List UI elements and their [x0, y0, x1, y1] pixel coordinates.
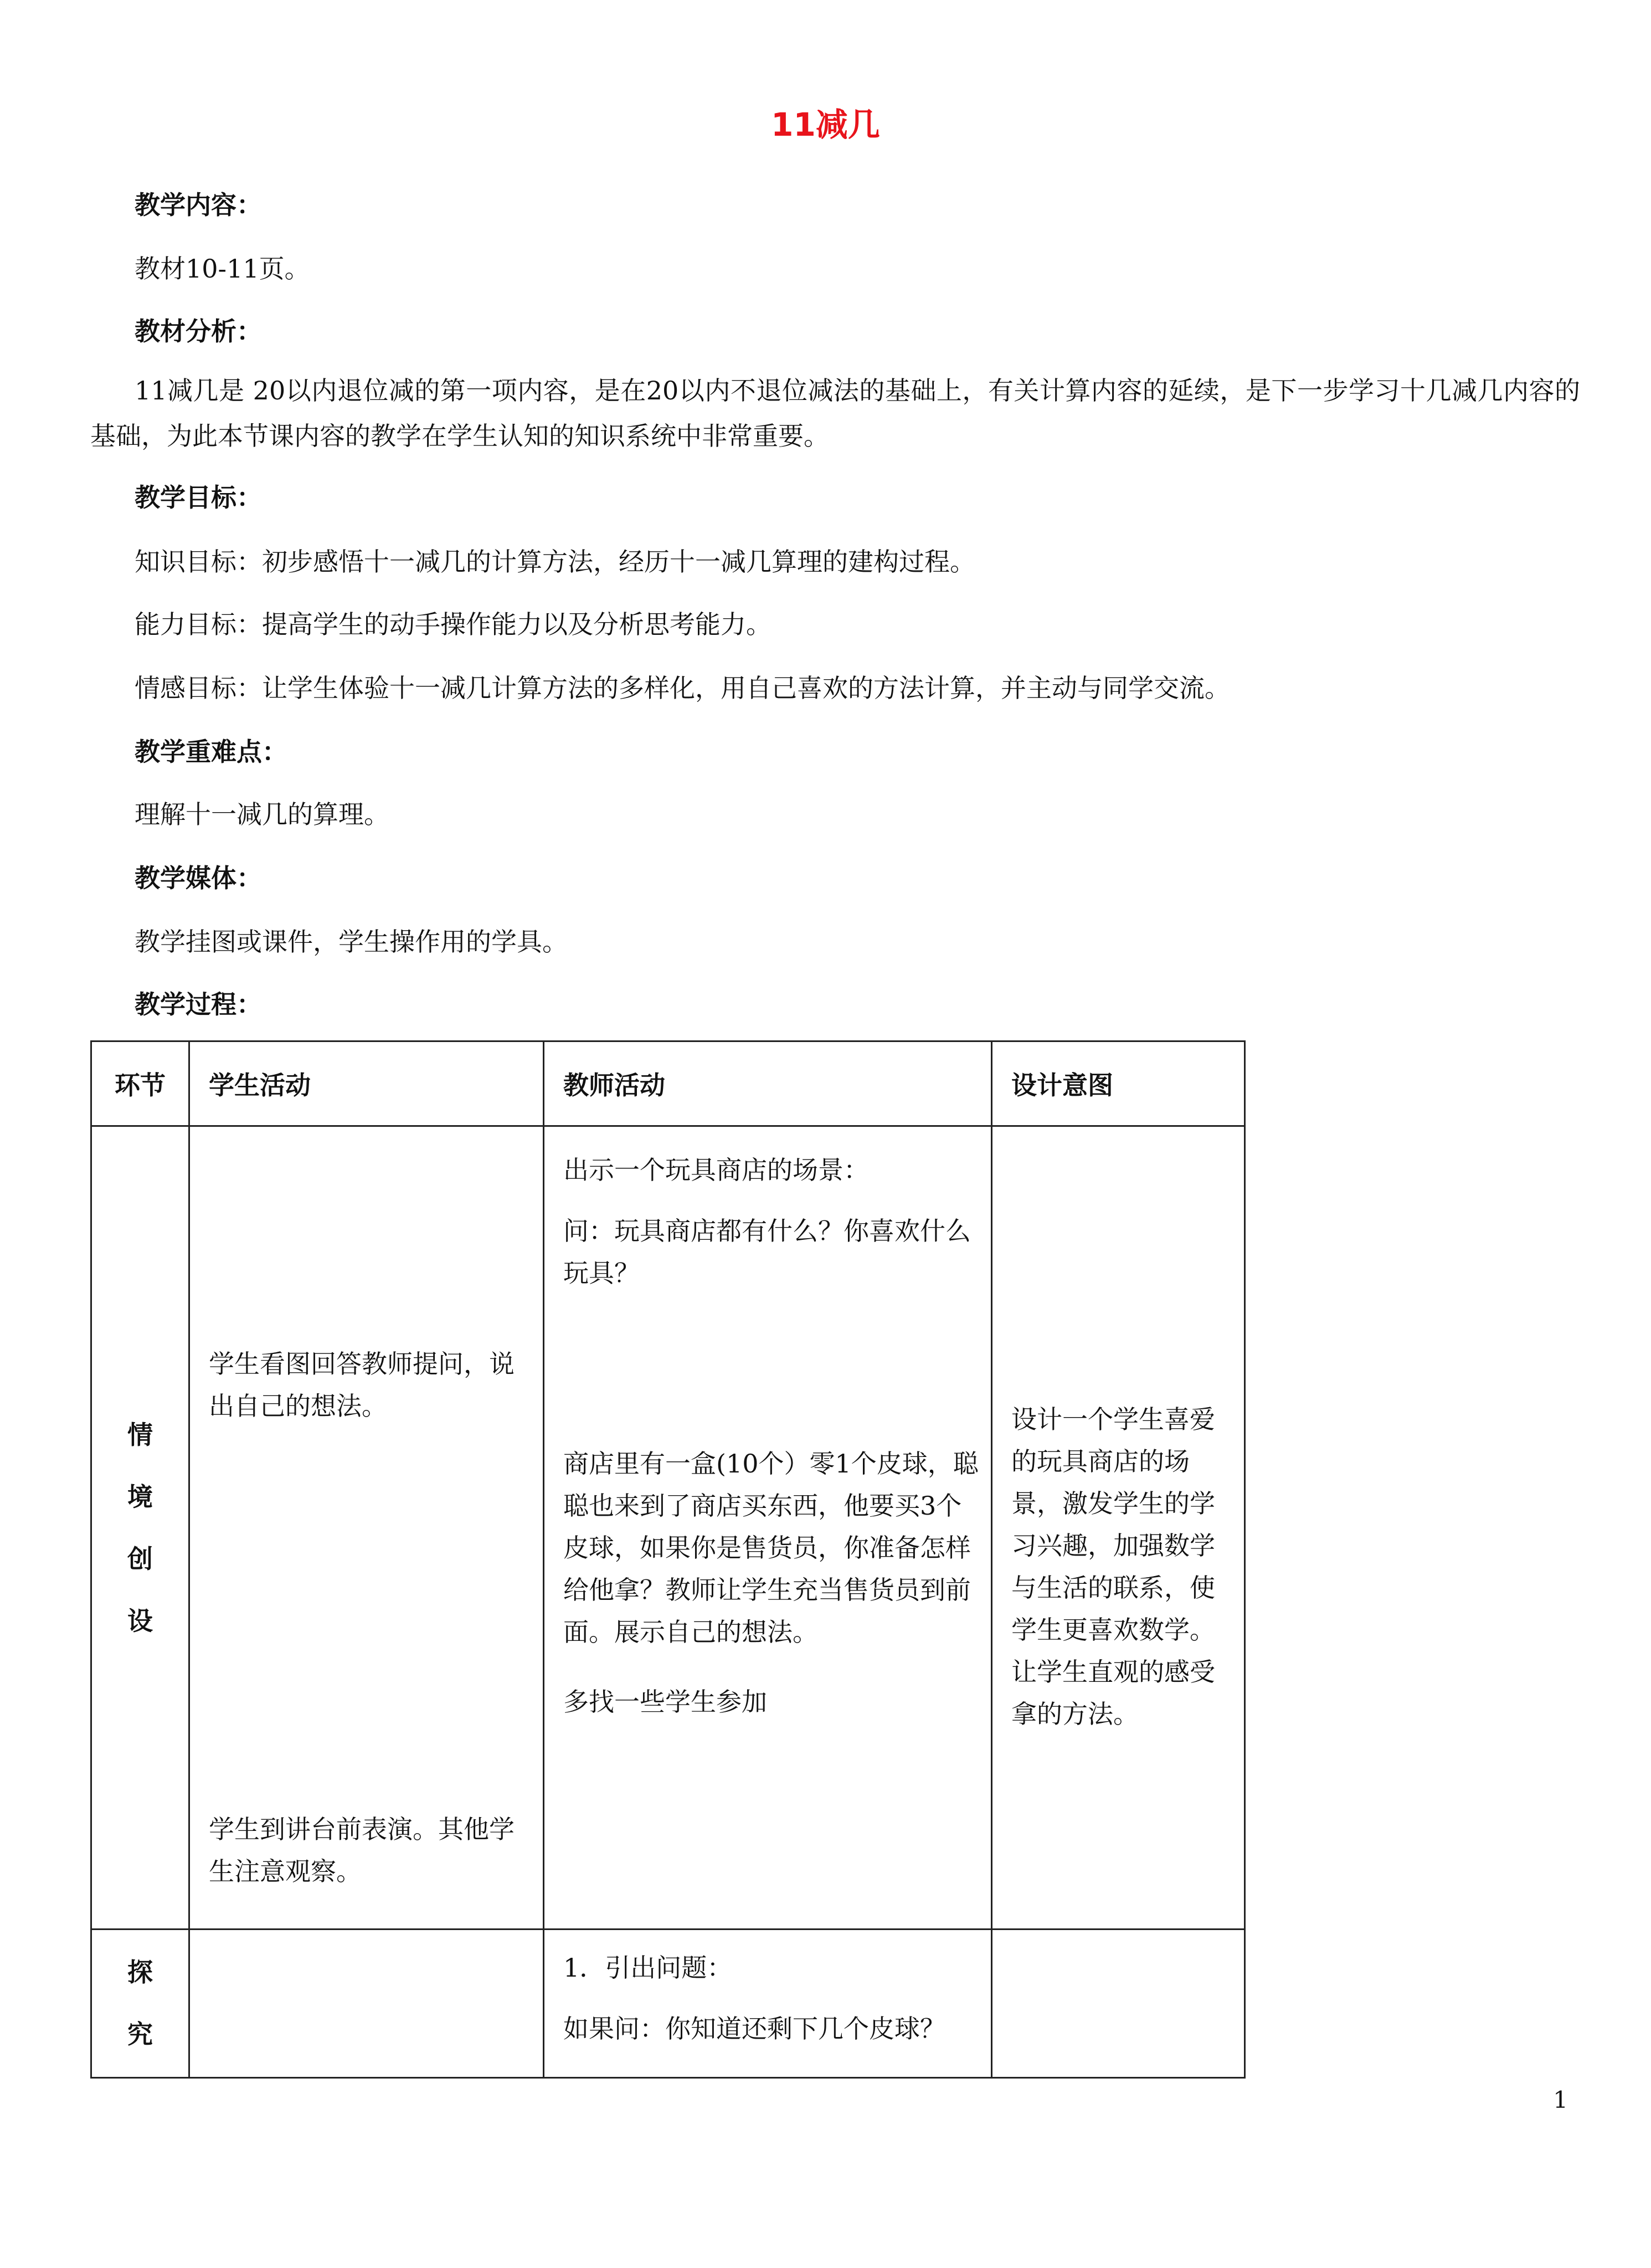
- stage-cell: [91, 1930, 189, 2078]
- stage-cell: [91, 1126, 189, 1930]
- key-text: 理解十一减几的算理。: [135, 799, 389, 829]
- table-row: [91, 1126, 1245, 1930]
- student-activity-cell: [189, 1126, 544, 1930]
- goal-emotion: 情感目标：让学生体验十一减几计算方法的多样化，用自己喜欢的方法计算，并主动与同学交流。: [135, 673, 1230, 703]
- teacher-activity-cell: [544, 1930, 992, 2078]
- goal-knowledge: 知识目标：初步感悟十一减几的计算方法，经历十一减几算理的建构过程。: [135, 547, 975, 577]
- teacher-activity-1: 1．引出问题：: [563, 1953, 733, 1983]
- intent-text: 设计一个学生喜爱的玩具商店的场景，激发学生的学习兴趣，加强数学与生活的联系，使学生更喜欢数学。让学生直观的感受拿的方法。: [1011, 1404, 1215, 1729]
- table-row: [91, 1930, 1245, 2078]
- teacher-activity-3: 商店里有一盒(10个）零1个皮球，聪聪也来到了商店买东西，他要买3个皮球，如果你是售货员，你准备怎样给他拿？教师让学生充当售货员到前面。展示自己的想法。: [563, 1449, 979, 1647]
- table-header-row: [91, 1041, 1245, 1126]
- teacher-activity-4: 多找一些学生参加: [563, 1687, 767, 1717]
- header-stage: 环节: [91, 1041, 189, 1126]
- key-heading: 教学重难点：: [135, 737, 287, 767]
- stage-char: 究: [127, 2019, 153, 2049]
- teacher-activity-2: 如果问：你知道还剩下几个皮球？: [563, 2014, 945, 2044]
- intent-cell: [992, 1126, 1245, 1930]
- student-activity-2: 学生到讲台前表演。其他学生注意观察。: [209, 1814, 515, 1886]
- teacher-activity-2: 问：玩具商店都有什么？你喜欢什么玩具？: [563, 1216, 971, 1288]
- stage-char: 探: [127, 1957, 153, 1987]
- teacher-activity-1: 出示一个玩具商店的场景：: [563, 1155, 869, 1185]
- stage-char: 情: [127, 1420, 153, 1450]
- process-table: [90, 1040, 1246, 2079]
- header-intent: [992, 1041, 1245, 1126]
- page-number: 1: [1553, 2086, 1568, 2113]
- analysis-text: 11减几是 20以内退位减的第一项内容，是在20以内不退位减法的基础上，有关计算内容的延续，是下一步学习十几减几内容的基础，为此本节课内容的教学在学生认知的知识系统中非常重要。: [90, 376, 1580, 451]
- media-heading: 教学媒体：: [135, 863, 262, 893]
- header-teacher: [544, 1041, 992, 1126]
- stage-label: [92, 1127, 188, 1652]
- stage-char: 创: [127, 1544, 153, 1574]
- intent-cell: [992, 1930, 1245, 2078]
- goals-heading: 教学目标：: [135, 483, 262, 512]
- header-teacher-label: 教师活动: [563, 1070, 665, 1100]
- analysis-heading: 教材分析：: [135, 316, 262, 346]
- stage-label: [92, 1930, 188, 2065]
- process-heading: 教学过程：: [135, 989, 262, 1019]
- content-heading: 教学内容：: [135, 190, 262, 220]
- header-student: [189, 1041, 544, 1126]
- student-activity-cell: [189, 1930, 544, 2078]
- header-student-label: 学生活动: [209, 1070, 311, 1100]
- stage-char: 设: [127, 1606, 153, 1636]
- content-text: 教材10-11页。: [135, 254, 310, 284]
- page-title: 11减几: [771, 106, 880, 143]
- stage-char: 境: [127, 1482, 153, 1512]
- student-activity-1: 学生看图回答教师提问，说出自己的想法。: [209, 1349, 515, 1421]
- header-intent-label: 设计意图: [1011, 1070, 1113, 1100]
- teacher-activity-cell: [544, 1126, 992, 1930]
- media-text: 教学挂图或课件，学生操作用的学具。: [135, 927, 568, 957]
- goal-ability: 能力目标：提高学生的动手操作能力以及分析思考能力。: [135, 609, 772, 639]
